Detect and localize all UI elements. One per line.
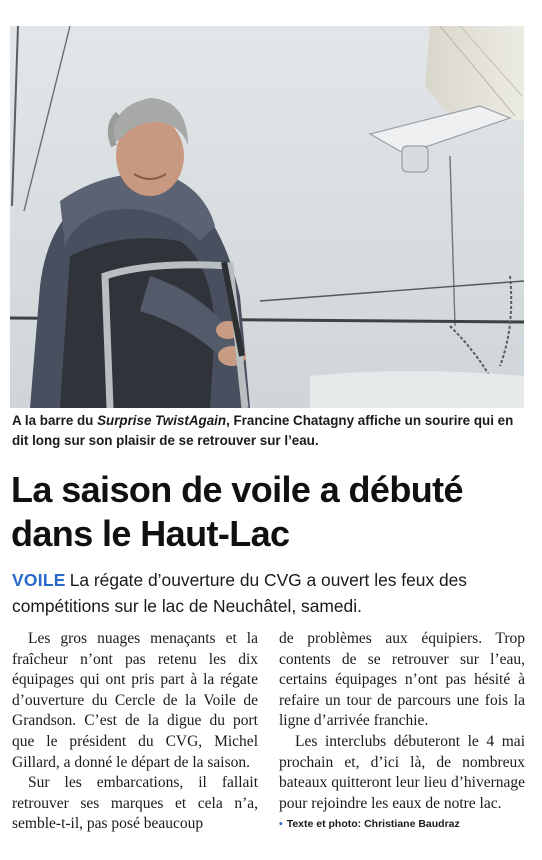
author-credit	[279, 814, 525, 835]
bullet-icon: •	[279, 818, 283, 831]
credit-text: Texte et photo: Christiane Baudraz	[286, 818, 460, 831]
photo-illustration	[10, 26, 524, 408]
body-column-left	[12, 629, 258, 835]
caption-text-end: , Francine Chatagny affiche un sourire qui en dit long sur son plaisir de se retrouver sur l’eau.	[12, 413, 514, 448]
body-paragraph: Les interclubs débuteront le 4 mai prochain et, d’ici là, de nombreux bateaux quitteront leur lieu d’hivernage pour rejoindre les eaux de notre lac.	[279, 732, 525, 812]
caption-boat-name: Surprise TwistAgain	[97, 413, 227, 428]
lead-text: La régate d’ouverture du CVG a ouvert les feux des compétitions sur le lac de Neuchâtel, samedi.	[12, 570, 468, 616]
body-paragraph: Les gros nuages menaçants et la fraîcheur n’ont pas retenu les dix équipages qui ont pris part à la régate d’ouverture du Cercle de la Voile de Grandson. C’est de la digue du port que le président du CVG, Michel Gillard, a donné le départ de la saison.	[12, 630, 258, 771]
body-paragraph-continued: de problèmes aux équipiers. Trop contents de se retrouver sur l’eau, certains équipages n’ont pas hésité à refaire un tour de parcours une fois la ligne d’arrivée franchie.	[279, 630, 525, 730]
rubric-label: VOILE	[12, 570, 66, 590]
photo-caption	[12, 411, 524, 451]
caption-text-start: A la barre du	[12, 413, 98, 428]
article-photo	[10, 26, 524, 408]
body-column-right	[279, 629, 525, 835]
body-paragraph: Sur les embarcations, il fallait retrouver ses marques et cela n’a, semble-t-il, pas posé beaucoup	[12, 774, 258, 833]
article-headline: La saison de voile a débuté dans le Haut-Lac	[11, 469, 463, 554]
article-lead	[12, 567, 532, 619]
